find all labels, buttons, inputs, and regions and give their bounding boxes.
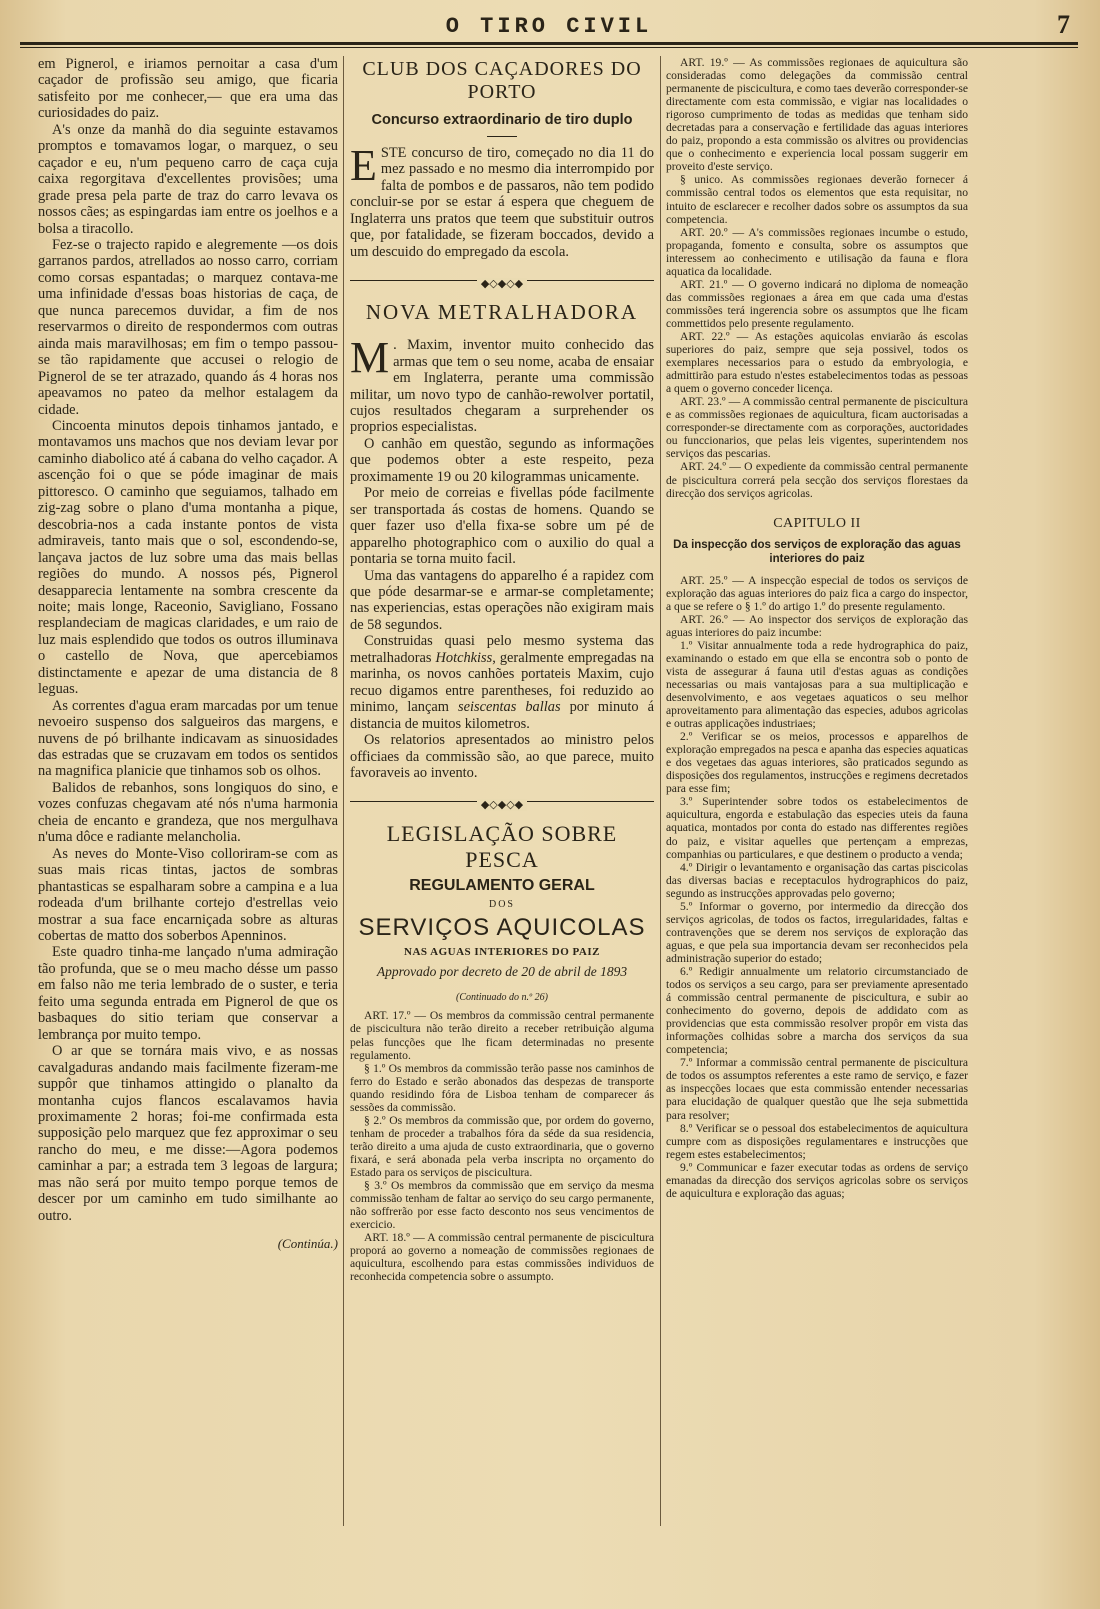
article: 1.º Visitar annualmente toda a rede hydrographica do paiz, examinando o estado em que ella se encontra sob o ponto de vista de assegurar á fauna util d'estas aguas as condições necessarias ou mais vantajosas para a sua multiplicação e desenvolvimento, e aos vegetaes aquaticos o seu melhor aproveitamento para alimentação das especies, adubos agricolas e outras applicações industriaes; xyxy=(666,638,968,731)
paragraph: As correntes d'agua eram marcadas por um tenue nevoeiro suspenso dos salgueiros das margens, e nuvens de pó brilhante indicavam as sinuosidades das estradas que se cruzavam em todos os sentidos na magnifica planicie que tinhamos sob os olhos. xyxy=(38,697,338,780)
article: ART. 20.º — A's commissões regionaes incumbe o estudo, propaganda, fomento e consulta, sobre os assumptos que interessem ao conhecimento e utilisação da fauna e flora aquatica da localidade. xyxy=(666,225,968,278)
nova-article xyxy=(350,337,654,436)
article: 9.º Communicar e fazer executar todas as ordens de serviço emanadas da direcção dos serviços agricolas sobre os serviços de aquicultura e exploração das aguas; xyxy=(666,1160,968,1200)
header-rule xyxy=(20,42,1078,45)
approvado-label: Approvado por decreto de 20 de abril de 1893 xyxy=(376,964,628,980)
paragraph: Fez-se o trajecto rapido e alegremente —os dois garranos pardos, atrellados ao nosso carro, corriam como corsas espantadas; o marquez contava-me uma infinidade d'essas boas historias de caça, de que nunca parecemos duvidar, a fim de nos reservarmos o direito de respondermos com outras ainda mais maravilhosas; em fim o tempo passou-se tão rapidamente que accusei o relogio de Pignerol de se ter atrazado, quando ás 4 horas nos apeavamos no pateo da melhor estalagem da cidade. xyxy=(38,236,338,418)
article: 4.º Dirigir o levantamento e organisação das cartas piscicolas das diversas bacias e receptaculos hydrographicos do paiz, segundo as instrucções approvadas pelo governo; xyxy=(666,860,968,900)
short-rule xyxy=(487,136,517,137)
continuado-label: (Continuado do n.º 26) xyxy=(456,992,548,1004)
column-divider xyxy=(343,56,344,1526)
paragraph: As neves do Monte-Viso colloriram-se com as suas mais ricas tintas, jactos de sombras phantasticas se espalharam sobre a campina e a lua rodeada d'um brilhante cortejo d'estrellas veio mostrar a sua face encarniçada sobre as alturas cobertas de matto dos soberbos Apenninos. xyxy=(38,845,338,945)
ornament-divider: ◆◇◆◇◆ xyxy=(350,795,654,807)
article: § 1.º Os membros da commissão terão passe nos caminhos de ferro do Estado e serão abonados das despezas de transporte quando residindo fóra de Lisboa tenham de comparecer ás sessões da commissão. xyxy=(350,1061,654,1114)
club-title: CLUB DOS CAÇADORES DO PORTO xyxy=(362,58,642,103)
article: ART. 21.º — O governo indicará no diploma de nomeação das commissões regionaes a área em que cada uma d'estas commissões terá ingerencia sobre os assumptos que lhe ficam commettidos pelo presente regulamento. xyxy=(666,277,968,330)
article: 8.º Verificar se o pessoal dos estabelecimentos de aquicultura cumpre com as disposições regulamentares e instrucções que regem estes estabelecimentos; xyxy=(666,1121,968,1161)
article: ART. 18.º — A commissão central permanente de piscicultura proporá ao governo a nomeação de commissões regionaes de aquicultura, escolhendo para estas commissões individuos de reconhecida competencia sobre o assumpto. xyxy=(350,1231,654,1284)
dos-label: DOS xyxy=(488,899,515,911)
drop-cap: E xyxy=(350,145,377,190)
article: 3.º Superintender sobre todos os estabelecimentos de aquicultura, engorda e estabulação das especies uteis da fauna aquatica, montados por conta do estado nas differentes regiões do paiz, e visitar aquelles que pertençam a emprezas, companhias ou particulares, e que destinem o producto a venda; xyxy=(666,795,968,861)
article: § 3.º Os membros da commissão que em serviço da mesma commissão tenham de faltar ao serviço do seu cargo permanente, não soffrerão por esse facto desconto nos seus vencimentos de exercicio. xyxy=(350,1179,654,1232)
column-3 xyxy=(666,56,968,1200)
club-subtitle: Concurso extraordinario de tiro duplo xyxy=(371,112,633,128)
article: ART. 24.º — O expediente da commissão central permanente de piscicultura correrá pela secção dos serviços florestaes da direcção dos serviços agricolas. xyxy=(666,460,968,500)
articles-block xyxy=(350,1009,654,1283)
header-rule-thin xyxy=(20,47,1078,48)
regulamento-title: REGULAMENTO GERAL xyxy=(409,877,595,895)
article: 6.º Redigir annualmente um relatorio circumstanciado de todos os serviços a seu cargo, para ser previamente apresentado á commissão central permanente de piscicultura, e subir ao conhecimento do governo, depois de addidato com as providencias que esta commissão resolver propôr em vista das informações colhidas sobre a marcha dos serviços da sua competencia; xyxy=(666,965,968,1057)
inspeccao-heading: Da inspecção dos serviços de exploração das aguas interiores do paiz xyxy=(673,538,961,565)
club-article xyxy=(350,145,654,260)
masthead xyxy=(20,10,1078,40)
paragraph: O canhão em questão, segundo as informações que podemos obter a este respeito, peza proximamente 19 ou 20 kilogrammas unicamente. xyxy=(350,435,654,485)
article: 5.º Informar o governo, por intermedio da direcção dos serviços agricolas, de todos os factos, irregularidades, faltas e contravenções que se derem nos serviços de exploração das aguas, e que pela sua importancia devam ser reconhecidos pela administração superior do estado; xyxy=(666,899,968,965)
paragraph: Os relatorios apresentados ao ministro pelos officiaes da commissão são, ao que parece, muito favoraveis ao invento. xyxy=(350,732,654,781)
article: ART. 26.º — Ao inspector dos serviços de exploração das aguas interiores do paiz incumbe: xyxy=(666,612,968,639)
continua-label: (Continúa.) xyxy=(277,1236,338,1252)
article: ART. 17.º — Os membros da commissão central permanente de piscicultura não terão direito a receber retribuição alguma pelas funcções que lhe ficam determinadas no presente regulamento. xyxy=(350,1009,654,1062)
paragraph: A's onze da manhã do dia seguinte estavamos promptos e tomavamos logar, o marquez, o seu caçador e eu, n'um pequeno carro de caça cuja caixa regorgitava d'excellentes provisões; uma grade presa pela parte de traz do carro levava os nossos cães; as espingardas iam entre os joelhos e a bolsa a tiracollo. xyxy=(38,121,338,237)
article: ART. 23.º — A commissão central permanente de piscicultura e as commissões regionaes de aquicultura, ficam auctorisadas a corresponder-se directamente com as corporações, auctoridades ou funccionarios, que pelas leis vigentes, superintendem nos serviços das pescarias. xyxy=(666,395,968,461)
paragraph: em Pignerol, e iriamos pernoitar a casa d'um caçador de profissão seu amigo, que ficaria satisfeito por me conhecer,— que era uma das curiosidades do paiz. xyxy=(38,56,338,122)
paragraph: Este quadro tinha-me lançado n'uma admiração tão profunda, que se o meu macho désse um passo em falso não me teria lembrado de o suster, e teria feito uma segunda entrada em Pignerol de que os basbaques do sitio teriam que conservar a lembrança por muito tempo. xyxy=(38,944,338,1043)
article: ART. 19.º — As commissões regionaes de aquicultura são consideradas como delegações da commissão central permanente de piscicultura, e como taes deverão corresponder-se directamente com esta commissão, e vigiar nas localidades o rigoroso cumprimento de todas as medidas que tenham sido decretadas para a conservação e fertilidade das aguas interiores do paiz, propondo a esta commissão os alvitres ou providencias que o conhecimento e experiencia local possam suggerir em proveito d'este serviço. xyxy=(666,56,968,174)
paragraph: STE concurso de tiro, começado no dia 11 do mez passado e no mesmo dia interrompido por falta de pombos e de passaros, não tem podido concluir-se por se estar á espera que cheguem de Inglaterra uns pratos que teem que substituir outros que, por fatalidade, se fizeram boccados, devido a um descuido do empregado da escola. xyxy=(350,145,654,260)
paragraph: Balidos de rebanhos, sons longiquos do sino, e vozes confuzas chegavam até nós n'uma harmonia cheia de encanto e grandeza, que nos mergulhava n'uma dôce e radiante melancholia. xyxy=(38,779,338,846)
ornament-divider: ◆◇◆◇◆ xyxy=(350,274,654,286)
column-divider xyxy=(660,56,661,1526)
page-number: 7 xyxy=(1057,10,1070,39)
article: § unico. As commissões regionaes deverão fornecer á commissão central todos os elementos que esta requisitar, no intuito de esclarecer e recolher dados sobre os assumptos da sua competencia. xyxy=(666,173,968,226)
article: ART. 25.º — A inspecção especial de todos os serviços de exploração das aguas interiores do paiz fica a cargo do inspector, a que se refere o § 1.º do artigo 1.º do presente regulamento. xyxy=(666,573,968,613)
column-1 xyxy=(38,56,338,1252)
paragraph: Cincoenta minutos depois tinhamos jantado, e montavamos uns machos que nos deviam levar por caminho diabolico até á cabana do velho caçador. A ascenção foi o que se póde imaginar de mais pittoresco. O caminho que seguiamos, talhado em zig-zag sobre o plano d'uma montanha a pique, descobria-nos a cada instante pontos de vista admiraveis, tanto mais que o sol, escondendo-se, lançava jactos de luz sobre uma das mais bellas regiões do mundo. A nossos pés, Pignerol desapparecia lentamente na sombra crescente da noite; mais longe, Raceonio, Savigliano, Fossano resplandeciam de magicas claridades, e um raio de luz mais esplendido que todos os outros illuminava o castello de Nova, que apercebiamos distinctamente e apezar de uma distancia de 8 leguas. xyxy=(38,417,338,698)
nova-title: NOVA METRALHADORA xyxy=(365,300,639,325)
column-2 xyxy=(350,56,654,1283)
article: § 2.º Os membros da commissão que, por ordem do governo, tenham de proceder a trabalhos fóra da séde da sua residencia, terão direito a uma ajuda de custo extraordinaria, que o governo fixará, e será abonada pela verba inscripta no orçamento do Estado para os serviços de piscicultura. xyxy=(350,1113,654,1179)
paragraph: . Maxim, inventor muito conhecido das armas que tem o seu nome, acaba de ensaiar em Inglaterra, perante uma commissão militar, um novo typo de canhão-rewolver portatil, cujos resultados chegaram a surprehender os proprios especialistas. xyxy=(350,337,654,436)
article: ART. 22.º — As estações aquicolas enviarão ás escolas superiores do paiz, sempre que seja possivel, todos os exemplares necessarios para o estudo da embryologia, e admittirão para estudo n'estes estabelecimentos todas as pessoas a quem o governo conceder licença. xyxy=(666,329,968,396)
servicos-title: SERVIÇOS AQUICOLAS xyxy=(358,914,646,942)
capitulo-heading: CAPITULO II xyxy=(773,515,861,531)
nas-aguas-label: NAS AGUAS INTERIORES DO PAIZ xyxy=(404,946,600,959)
legislacao-title: LEGISLAÇÃO SOBRE PESCA xyxy=(386,821,618,873)
article: 2.º Verificar se os meios, processos e apparelhos de exploração empregados na pesca e apanha das especies aquaticas e dos vegetaes das aguas interiores, são praticados segundo as disposições dos regulamentos, instrucções e regimens decretados para esse fim; xyxy=(666,730,968,796)
paragraph: O ar que se tornára mais vivo, e as nossas cavalgaduras andando mais facilmente fizeram-me suppôr que tinhamos attingido o planalto da montanha cujos flancos escalavamos havia proximamente 2 horas; foi-me confirmada esta supposição pelo marquez que fez approximar o seu rancho do meu, e me disse:—Agora podemos caminhar a par; a estrada tem 3 legoas de largura; mas não será por muito tempo porque temos de descer por um caminho em tudo similhante ao outro. xyxy=(38,1043,338,1224)
paragraph: Uma das vantagens do apparelho é a rapidez com que póde desarmar-se e armar-se completamente; nas experiencias, estas operações não exigiram mais de 58 segundos. xyxy=(350,567,654,633)
drop-cap: M xyxy=(350,337,390,383)
article: 7.º Informar a commissão central permanente de piscicultura de todos os assumptos referentes a este ramo de serviço, e fazer as inspecções locaes que esta commissão entender necessarias para elucidação de qualquer questão que lhe seja submettida para resolver; xyxy=(666,1056,968,1122)
newspaper-title: O TIRO CIVIL xyxy=(445,14,653,39)
paragraph: Construidas quasi pelo mesmo systema das metralhadoras Hotchkiss, geralmente empregadas na marinha, os novos canhões portateis Maxim, cujo recuo digamos entre parentheses, foi reduzido ao minimo, lançam seiscentas ballas por minuto á distancia de muitos kilometros. xyxy=(350,633,654,732)
paragraph: Por meio de correias e fivellas póde facilmente ser transportada ás costas de homens. Quando se quer fazer uso d'ella fixa-se sobre um pé de apparelho photographico com o auxilio do qual a pontaria se torna muito facil. xyxy=(350,485,654,568)
